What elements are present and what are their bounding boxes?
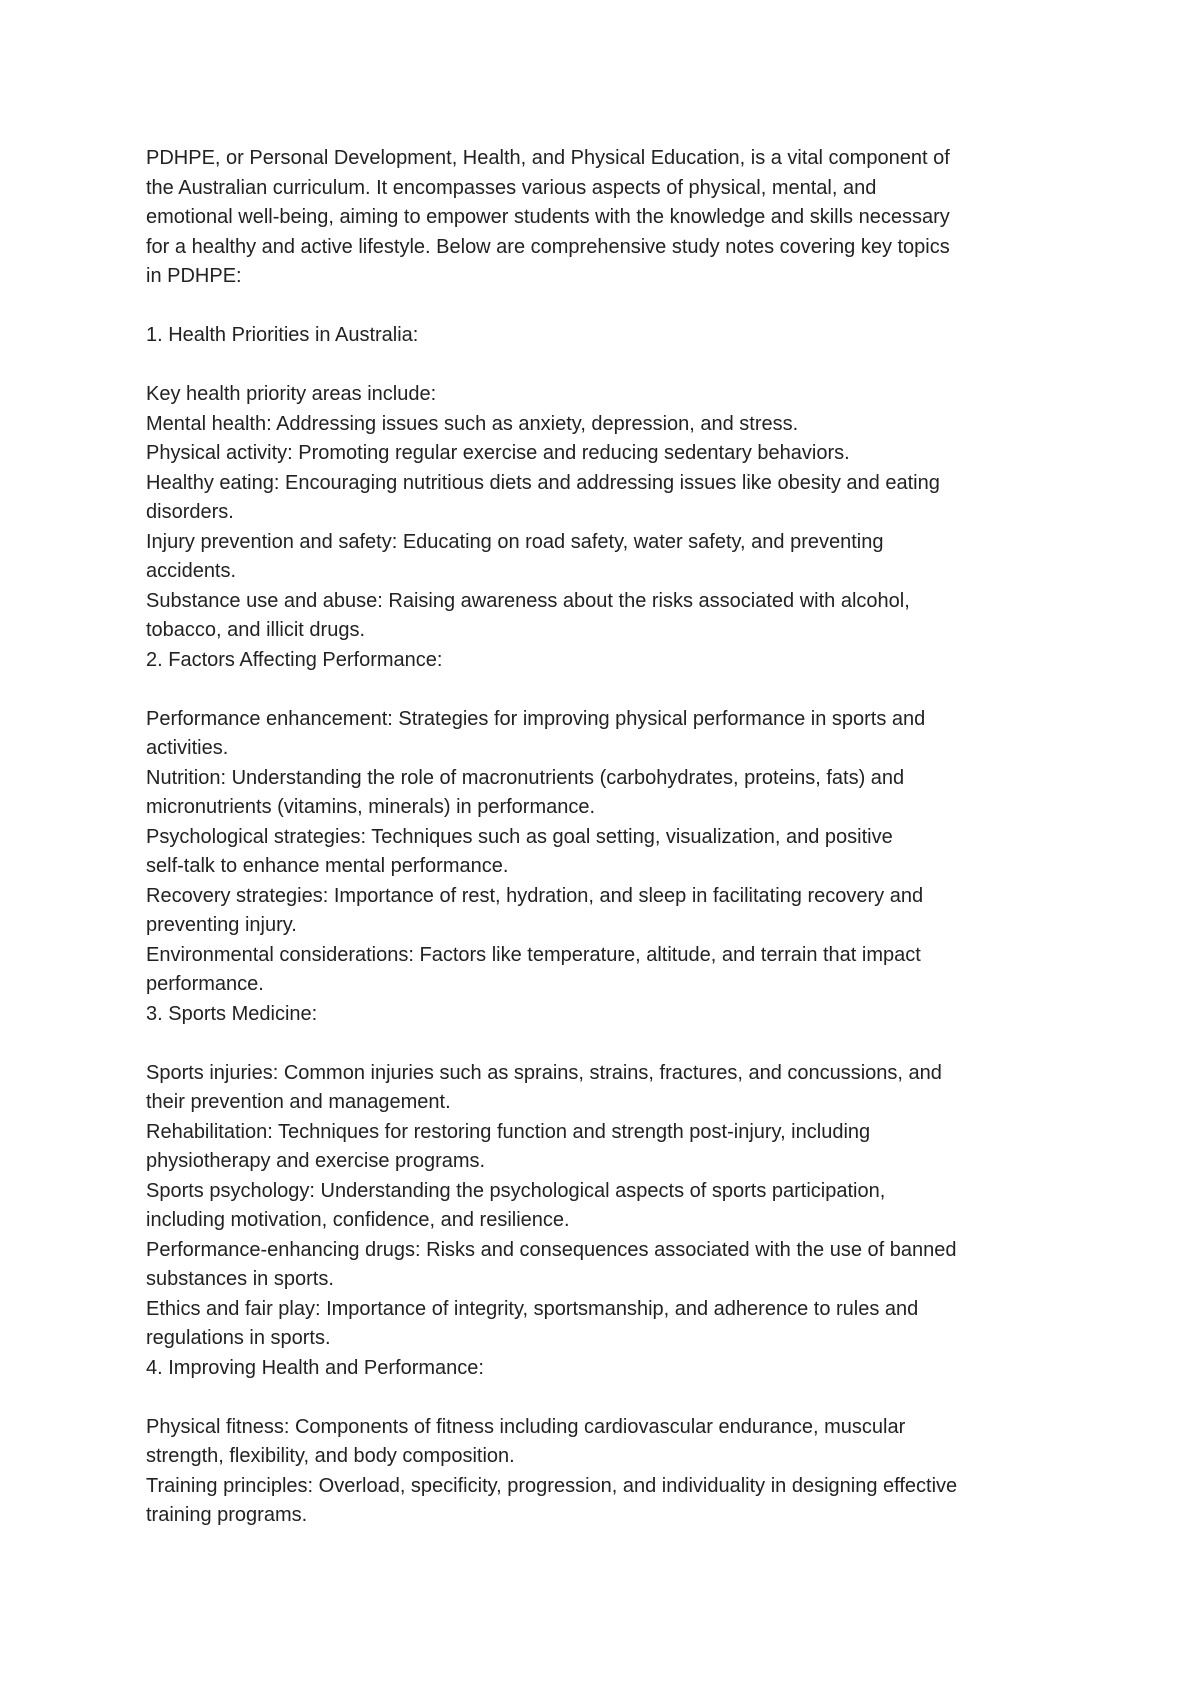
section-line: Physical activity: Promoting regular exercise and reducing sedentary behaviors. [146,442,850,464]
section-line: regulations in sports. [146,1327,331,1349]
section-heading: 1. Health Priorities in Australia: [146,324,419,346]
section-line: strength, flexibility, and body composition. [146,1445,515,1467]
section-line: preventing injury. [146,914,297,936]
section-line: Key health priority areas include: [146,383,437,405]
document-body [146,144,1066,1531]
section-line: physiotherapy and exercise programs. [146,1150,486,1172]
intro-line: for a healthy and active lifestyle. Below are comprehensive study notes covering key topics [146,235,950,258]
section-line: performance. [146,973,264,995]
section-factors-affecting-performance [146,646,1066,1000]
section-line: Environmental considerations: Factors like temperature, altitude, and terrain that impact [146,943,921,966]
section-sports-medicine [146,1000,1066,1354]
section-line: activities. [146,737,229,759]
section-line: Training principles: Overload, specificity, progression, and individuality in designing effective [146,1474,958,1497]
section-line: training programs. [146,1504,308,1526]
section-improving-health-performance [146,1354,1066,1531]
section-line: their prevention and management. [146,1091,451,1113]
intro-paragraph [146,144,1066,292]
section-line: Physical fitness: Components of fitness including cardiovascular endurance, muscular [146,1415,906,1438]
section-line: Recovery strategies: Importance of rest, hydration, and sleep in facilitating recovery and [146,884,924,907]
blank-line [146,1383,1066,1413]
section-line: Mental health: Addressing issues such as anxiety, depression, and stress. [146,412,799,435]
intro-line: PDHPE, or Personal Development, Health, and Physical Education, is a vital component of [146,147,950,169]
section-line: Performance enhancement: Strategies for improving physical performance in sports and [146,707,926,730]
section-line: including motivation, confidence, and resilience. [146,1209,570,1231]
section-line: Nutrition: Understanding the role of macronutrients (carbohydrates, proteins, fats) and [146,766,905,789]
section-line: self-talk to enhance mental performance. [146,855,509,877]
section-line: micronutrients (vitamins, minerals) in performance. [146,796,596,818]
section-line: accidents. [146,560,237,582]
section-line: disorders. [146,501,234,523]
blank-line [146,675,1066,705]
section-line: Substance use and abuse: Raising awareness about the risks associated with alcohol, [146,589,910,612]
section-line: Sports injuries: Common injuries such as sprains, strains, fractures, and concussions, and [146,1061,942,1084]
section-line: Psychological strategies: Techniques such as goal setting, visualization, and positive [146,825,893,848]
blank-line [146,292,1066,322]
section-heading: 2. Factors Affecting Performance: [146,648,443,671]
section-line: Healthy eating: Encouraging nutritious diets and addressing issues like obesity and eating [146,471,940,494]
section-heading: 3. Sports Medicine: [146,1002,318,1025]
section-health-priorities [146,321,1066,646]
intro-line: emotional well-being, aiming to empower students with the knowledge and skills necessary [146,206,950,228]
section-line: Performance-enhancing drugs: Risks and consequences associated with the use of banned [146,1238,957,1261]
intro-line: the Australian curriculum. It encompasses various aspects of physical, mental, and [146,176,877,199]
section-line: Rehabilitation: Techniques for restoring function and strength post-injury, including [146,1120,871,1143]
intro-line: in PDHPE: [146,265,242,287]
section-line: substances in sports. [146,1268,334,1290]
blank-line [146,351,1066,381]
blank-line [146,1029,1066,1059]
section-line: Sports psychology: Understanding the psychological aspects of sports participation, [146,1179,886,1202]
section-heading: 4. Improving Health and Performance: [146,1356,484,1379]
section-line: Ethics and fair play: Importance of integrity, sportsmanship, and adherence to rules and [146,1297,919,1320]
section-line: tobacco, and illicit drugs. [146,619,366,641]
section-line: Injury prevention and safety: Educating on road safety, water safety, and preventing [146,530,884,553]
